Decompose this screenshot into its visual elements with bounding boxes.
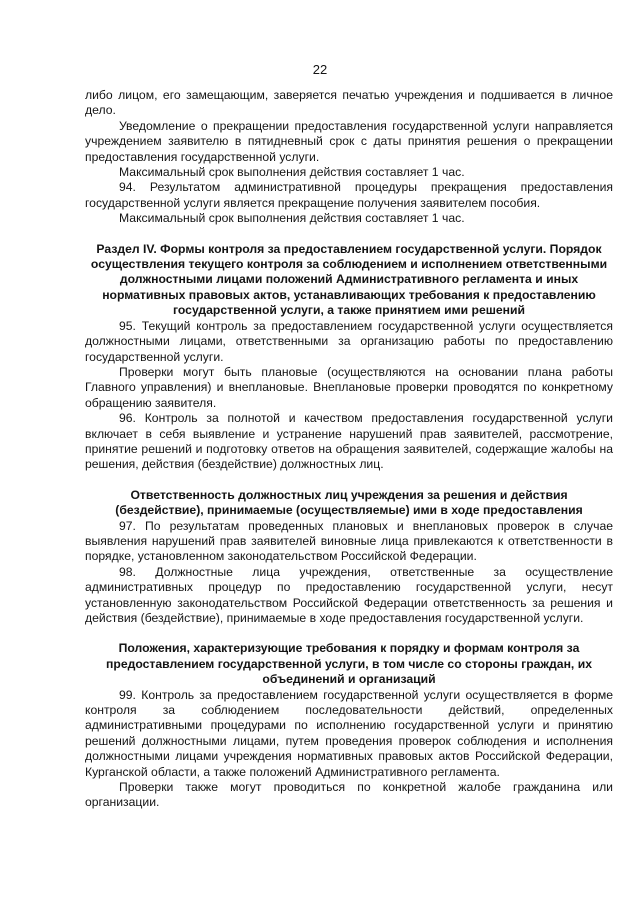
paragraph: Уведомление о прекращении предоставления государственной услуги направляется учреждением заявителю в пятидневный срок с даты принятия решения о прекращении предоставления государственной услуги.	[85, 118, 613, 164]
section-heading: Ответственность должностных лиц учреждения за решения и действия (бездействие), принимаемые (осуществляемые) ими в ходе предоставления	[115, 487, 583, 518]
section-spacer	[85, 626, 613, 641]
document-body	[85, 88, 613, 811]
page-number: 22	[312, 62, 328, 77]
paragraph: 97. По результатам проведенных плановых и внеплановых проверок в случае выявления нарушений прав заявителей виновные лица привлекаются к ответственности в порядке, установленном законодательством Российской Федерации.	[85, 518, 613, 564]
paragraph: либо лицом, его замещающим, заверяется печатью учреждения и подшивается в личное дело.	[85, 88, 613, 118]
paragraph: 94. Результатом административной процедуры прекращения предоставления государственной услуги является прекращение получения заявителем пособия.	[85, 180, 613, 210]
paragraph: Максимальный срок выполнения действия составляет 1 час.	[119, 165, 465, 180]
paragraph: 96. Контроль за полнотой и качеством предоставления государственной услуги включает в себя выявление и устранение нарушений прав заявителей, рассмотрение, принятие решений и подготовку ответов на обращения заявителей, содержащие жалобы на решения, действия (бездействие) должностных лиц.	[85, 411, 613, 472]
paragraph: Максимальный срок выполнения действия составляет 1 час.	[119, 211, 465, 226]
section-heading: Раздел IV. Формы контроля за предоставлением государственной услуги. Порядок осуществления текущего контроля за соблюдением и исполнением ответственными должностными лицами положений Административного регламента и иных нормативных правовых актов, устанавливающих требования к предоставлению государственной услуги, а также принятием ими решений	[90, 241, 608, 318]
paragraph: 95. Текущий контроль за предоставлением государственной услуги осуществляется должностными лицами, ответственными за организацию работы по предоставлению государственной услуги.	[85, 318, 613, 364]
section-heading: Положения, характеризующие требования к порядку и формам контроля за предоставлением государственной услуги, в том числе со стороны граждан, их объединений и организаций	[106, 641, 592, 687]
paragraph: Проверки также могут проводиться по конкретной жалобе гражданина или организации.	[85, 780, 613, 810]
section-spacer	[85, 473, 613, 488]
paragraph: 98. Должностные лица учреждения, ответственные за осуществление административных процедур по предоставлению государственной услуги, несут установленную законодательством Российской Федерации ответственность за решения и действия (бездействие), принимаемые в ходе предоставления государственной услуги.	[85, 564, 613, 625]
section-spacer	[85, 227, 613, 242]
paragraph: Проверки могут быть плановые (осуществляются на основании плана работы Главного управления) и внеплановые. Внеплановые проверки проводятся по конкретному обращению заявителя.	[85, 364, 613, 410]
paragraph: 99. Контроль за предоставлением государственной услуги осуществляется в форме контроля за соблюдением последовательности действий, определенных административными процедурами по исполнению государственной услуги и принятию решений должностными лицами, путем проведения проверок соблюдения и исполнения должностными лицами учреждения нормативных правовых актов Российской Федерации, Курганской области, а также положений Административного регламента.	[85, 687, 613, 779]
